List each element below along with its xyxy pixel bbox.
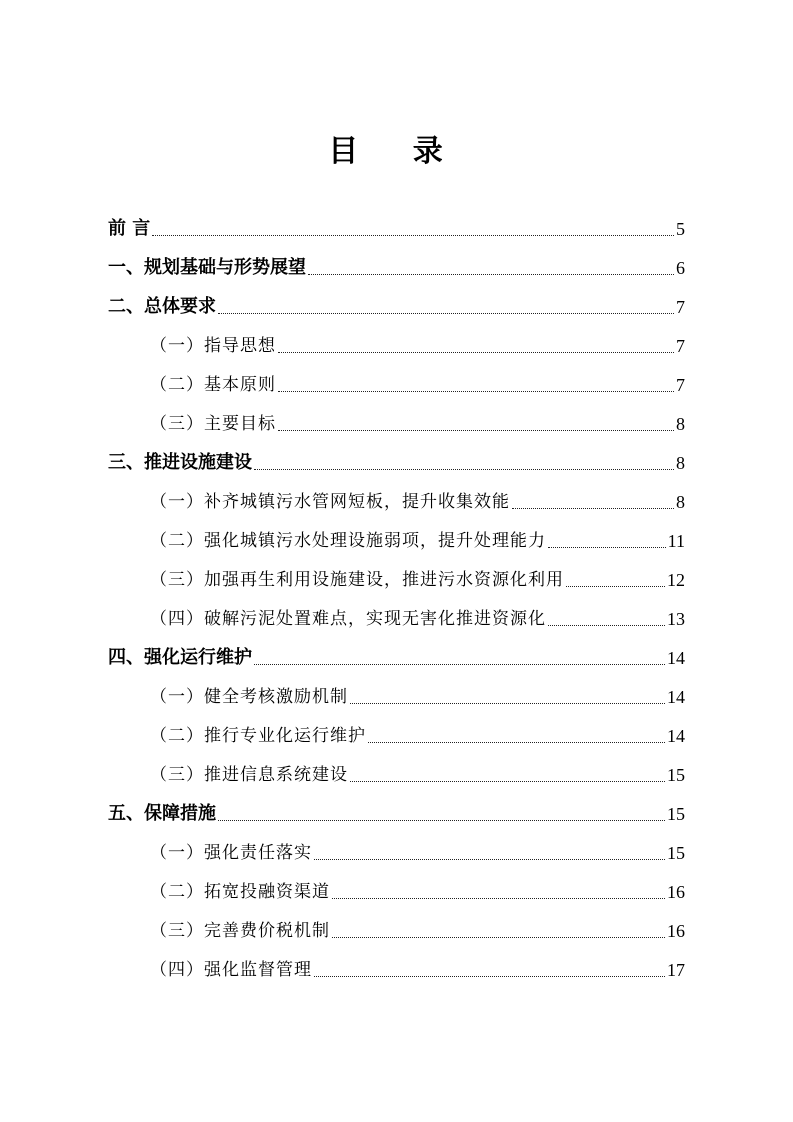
toc-entry-page: 17 <box>667 960 685 980</box>
toc-entry-label: （三）推进信息系统建设 <box>150 765 348 785</box>
toc-entry-label: 四、强化运行维护 <box>108 647 252 668</box>
toc-entry-page: 7 <box>676 297 685 317</box>
toc-entry-label: （三）完善费价税机制 <box>150 921 330 941</box>
toc-entry-label: （四）强化监督管理 <box>150 960 312 980</box>
dot-leader <box>350 781 665 782</box>
toc-entry[interactable] <box>150 602 685 632</box>
toc-entry[interactable] <box>150 368 685 398</box>
toc-entry-label: （二）强化城镇污水处理设施弱项，提升处理能力 <box>150 531 546 551</box>
dot-leader <box>314 859 665 860</box>
toc-entry-label: （一）指导思想 <box>150 336 276 356</box>
dot-leader <box>512 508 674 509</box>
toc-entry-page: 7 <box>676 336 685 356</box>
toc-entry[interactable] <box>150 914 685 944</box>
toc-entry-page: 16 <box>667 921 685 941</box>
toc-entry-page: 14 <box>667 726 685 746</box>
toc-entry[interactable] <box>150 329 685 359</box>
toc-entry-label: （一）强化责任落实 <box>150 843 312 863</box>
toc-entry[interactable] <box>150 524 685 554</box>
page-title: 目 录 <box>328 134 465 169</box>
toc-entry-label: 五、保障措施 <box>108 803 216 824</box>
dot-leader <box>218 820 665 821</box>
toc-entry-label: （一）补齐城镇污水管网短板，提升收集效能 <box>150 492 510 512</box>
toc-entry[interactable] <box>108 290 685 320</box>
dot-leader <box>548 547 666 548</box>
dot-leader <box>332 898 665 899</box>
toc-entry-page: 6 <box>676 258 685 278</box>
toc-entry-label: 三、推进设施建设 <box>108 452 252 473</box>
toc-entry-page: 14 <box>667 687 685 707</box>
toc-entry-page: 16 <box>667 882 685 902</box>
toc-entry-label: 一、规划基础与形势展望 <box>108 257 306 278</box>
toc-entry[interactable] <box>150 836 685 866</box>
toc-entry-label: （二）拓宽投融资渠道 <box>150 882 330 902</box>
toc-entry-page: 8 <box>676 453 685 473</box>
toc-entry-page: 11 <box>667 531 685 551</box>
toc-entry-page: 8 <box>676 492 685 512</box>
dot-leader <box>152 235 674 236</box>
dot-leader <box>368 742 665 743</box>
toc-entry-label: 前 言 <box>108 218 151 239</box>
toc-entry[interactable] <box>150 680 685 710</box>
toc-entry-label: （三）主要目标 <box>150 414 276 434</box>
toc-entry-page: 14 <box>667 648 685 668</box>
toc-entry[interactable] <box>150 953 685 983</box>
dot-leader <box>218 313 674 314</box>
dot-leader <box>254 664 665 665</box>
toc-entry[interactable] <box>108 641 685 671</box>
toc-entry-page: 15 <box>667 843 685 863</box>
toc-entry-page: 15 <box>667 765 685 785</box>
toc-entry-page: 5 <box>676 219 685 239</box>
toc-entry[interactable] <box>150 719 685 749</box>
toc-entry-label: （三）加强再生利用设施建设，推进污水资源化利用 <box>150 570 564 590</box>
dot-leader <box>548 625 665 626</box>
dot-leader <box>314 976 665 977</box>
dot-leader <box>350 703 665 704</box>
toc-entry-page: 13 <box>667 609 685 629</box>
dot-leader <box>278 430 674 431</box>
dot-leader <box>278 391 674 392</box>
dot-leader <box>278 352 674 353</box>
dot-leader <box>308 274 674 275</box>
toc-entry-page: 15 <box>667 804 685 824</box>
toc-entry-label: （二）推行专业化运行维护 <box>150 726 366 746</box>
toc-entry-page: 7 <box>676 375 685 395</box>
toc-entry[interactable] <box>150 875 685 905</box>
toc-entry-label: 二、总体要求 <box>108 296 216 317</box>
toc-entry-label: （一）健全考核激励机制 <box>150 687 348 707</box>
toc-entry-page: 8 <box>676 414 685 434</box>
toc-entry[interactable] <box>150 407 685 437</box>
toc-entry[interactable] <box>108 251 685 281</box>
toc-entry-page: 12 <box>667 570 685 590</box>
toc-entry[interactable] <box>108 212 685 242</box>
dot-leader <box>332 937 665 938</box>
dot-leader <box>254 469 674 470</box>
dot-leader <box>566 586 665 587</box>
toc-entry-label: （四）破解污泥处置难点，实现无害化推进资源化 <box>150 609 546 629</box>
toc-entry[interactable] <box>108 446 685 476</box>
toc-entry[interactable] <box>150 485 685 515</box>
toc-entry-label: （二）基本原则 <box>150 375 276 395</box>
toc-entry[interactable] <box>108 797 685 827</box>
toc-entry[interactable] <box>150 758 685 788</box>
toc-entry[interactable] <box>150 563 685 593</box>
